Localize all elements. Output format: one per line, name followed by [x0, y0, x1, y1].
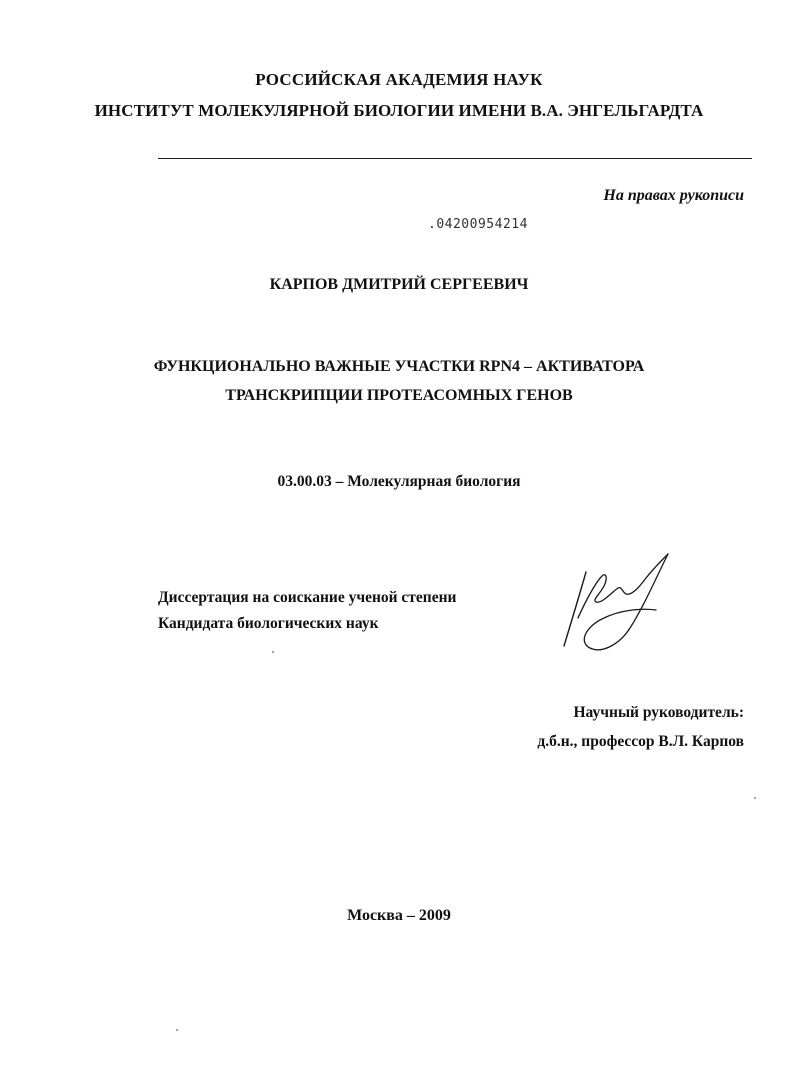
handwritten-signature — [556, 548, 696, 658]
supervisor-name: д.б.н., профессор В.Л. Карпов — [537, 733, 744, 750]
academy-title: РОССИЙСКАЯ АКАДЕМИЯ НАУК — [255, 70, 543, 89]
thesis-title-line-2: ТРАНСКРИПЦИИ ПРОТЕАСОМНЫХ ГЕНОВ — [225, 387, 573, 404]
degree-line-2: Кандидата биологических наук — [158, 615, 379, 632]
thesis-title-line-1: ФУНКЦИОНАЛЬНО ВАЖНЫЕ УЧАСТКИ RPN4 – АКТИВАТОРА — [153, 358, 645, 375]
scan-speck — [272, 651, 274, 653]
institute-title: ИНСТИТУТ МОЛЕКУЛЯРНОЙ БИОЛОГИИ ИМЕНИ В.А. ЭНГЕЛЬГАРДТА — [94, 101, 704, 120]
specialty-code: 03.00.03 – Молекулярная биология — [277, 473, 521, 490]
registration-number: .04200954214 — [428, 217, 528, 232]
scan-speck — [754, 797, 756, 799]
manuscript-note: На правах рукописи — [603, 187, 744, 204]
scan-speck — [176, 1029, 178, 1031]
supervisor-label: Научный руководитель: — [573, 704, 744, 721]
header-divider — [158, 158, 752, 159]
degree-line-1: Диссертация на соискание ученой степени — [158, 589, 457, 606]
author-name: КАРПОВ ДМИТРИЙ СЕРГЕЕВИЧ — [269, 276, 529, 293]
city-year: Москва – 2009 — [347, 907, 451, 924]
